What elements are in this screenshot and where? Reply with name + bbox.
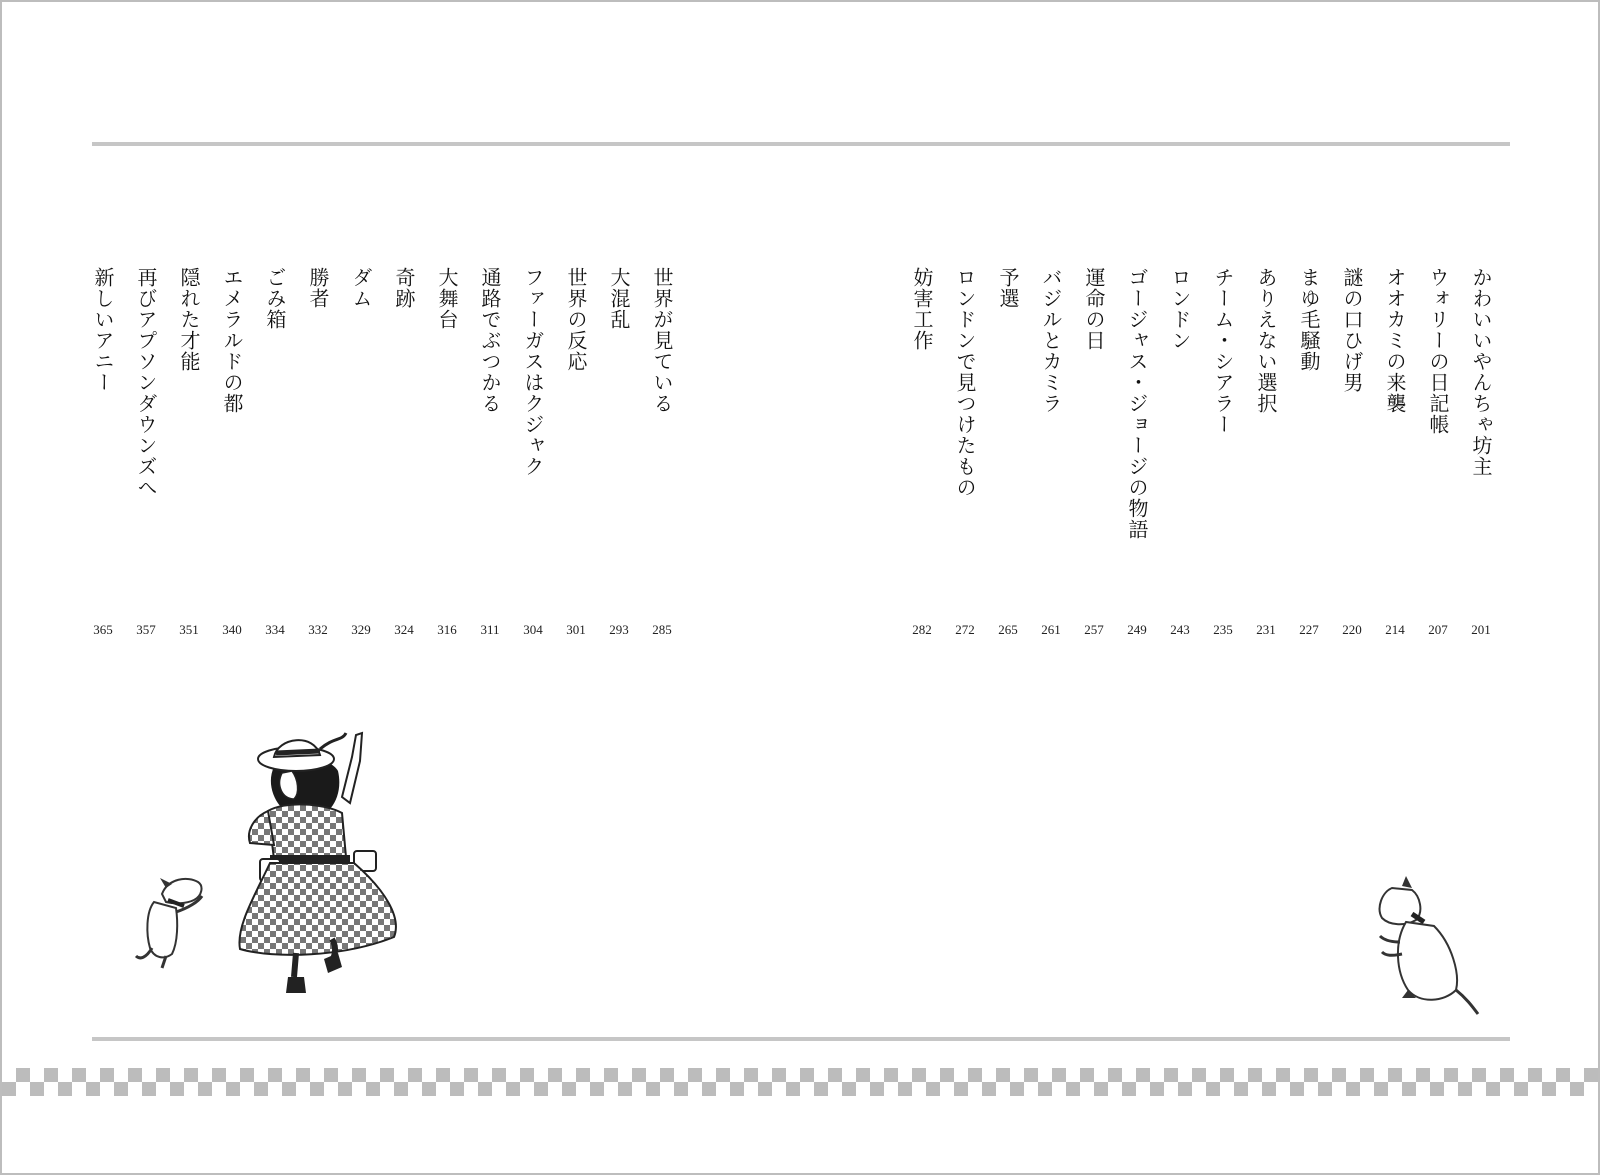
toc-entry[interactable] <box>1292 2 1326 662</box>
toc-entry[interactable] <box>1421 2 1455 662</box>
page-number: 220 <box>1342 622 1362 637</box>
page-number: 227 <box>1299 622 1319 637</box>
chapter-title: 通路でぶつかる <box>478 267 502 414</box>
page-number: 365 <box>93 622 113 637</box>
checkered-border <box>2 1068 1598 1096</box>
toc-entry[interactable] <box>1249 2 1283 662</box>
chapter-title: 大混乱 <box>607 267 631 330</box>
toc-entry[interactable] <box>301 2 335 662</box>
page-number: 340 <box>222 622 242 637</box>
toc-entry[interactable] <box>905 2 939 662</box>
toc-entry[interactable] <box>172 2 206 662</box>
toc-entry[interactable] <box>215 2 249 662</box>
chapter-title: 予選 <box>996 267 1020 309</box>
chapter-title: オオカミの来襲 <box>1383 267 1407 414</box>
page-number: 301 <box>566 622 586 637</box>
toc-entry[interactable] <box>991 2 1025 662</box>
toc-entry[interactable] <box>1163 2 1197 662</box>
page-number: 324 <box>394 622 414 637</box>
toc-entry[interactable] <box>473 2 507 662</box>
small-dog-left-illustration <box>132 872 212 972</box>
page-number: 243 <box>1170 622 1190 637</box>
chapter-title: まゆ毛騒動 <box>1297 267 1321 372</box>
page-number: 357 <box>136 622 156 637</box>
toc-entry[interactable] <box>1120 2 1154 662</box>
chapter-title: 奇跡 <box>392 267 416 309</box>
girl-running-illustration <box>234 727 414 1017</box>
chapter-title: エメラルドの都 <box>220 267 244 414</box>
page-number: 235 <box>1213 622 1233 637</box>
chapter-title: ロンドン <box>1168 267 1192 351</box>
chapter-title: 新しいアニー <box>91 267 115 393</box>
toc-entry[interactable] <box>948 2 982 662</box>
toc-entry[interactable] <box>559 2 593 662</box>
page-number: 311 <box>480 622 500 637</box>
toc-entry[interactable] <box>1034 2 1068 662</box>
toc-entry[interactable] <box>1464 2 1498 662</box>
chapter-title: かわいいやんちゃ坊主 <box>1469 267 1493 477</box>
chapter-title: 謎の口ひげ男 <box>1340 267 1364 393</box>
page-number: 316 <box>437 622 457 637</box>
page-number: 249 <box>1127 622 1147 637</box>
toc-entry[interactable] <box>1077 2 1111 662</box>
toc-entry[interactable] <box>516 2 550 662</box>
chapter-title: ロンドンで見つけたもの <box>953 267 977 498</box>
chapter-title: 世界が見ている <box>650 267 674 414</box>
chapter-title: 世界の反応 <box>564 267 588 372</box>
page-number: 265 <box>998 622 1018 637</box>
chapter-title: ウォリーの日記帳 <box>1426 267 1450 435</box>
toc-entry[interactable] <box>258 2 292 662</box>
toc-entry[interactable] <box>1378 2 1412 662</box>
page-number: 201 <box>1471 622 1491 637</box>
chapter-title: 勝者 <box>306 267 330 309</box>
chapter-title: 隠れた才能 <box>177 267 201 372</box>
chapter-title: バジルとカミラ <box>1039 267 1063 414</box>
toc-entry[interactable] <box>1335 2 1369 662</box>
chapter-title: ゴージャス・ジョージの物語 <box>1125 267 1149 540</box>
chapter-title: 妨害工作 <box>910 267 934 351</box>
page-number: 272 <box>955 622 975 637</box>
chapter-title: ダム <box>349 267 373 309</box>
toc-entry[interactable] <box>86 2 120 662</box>
dog-sitting-right-illustration <box>1372 882 1482 1022</box>
bottom-rule <box>92 1037 1510 1041</box>
toc-entry[interactable] <box>1206 2 1240 662</box>
page-number: 293 <box>609 622 629 637</box>
chapter-title: 運命の日 <box>1082 267 1106 351</box>
page-number: 282 <box>912 622 932 637</box>
toc-entry[interactable] <box>430 2 464 662</box>
toc-entry[interactable] <box>344 2 378 662</box>
page-number: 329 <box>351 622 371 637</box>
chapter-title: 再びアプソンダウンズへ <box>134 267 158 498</box>
page-number: 207 <box>1428 622 1448 637</box>
page-number: 285 <box>652 622 672 637</box>
chapter-title: ごみ箱 <box>263 267 287 330</box>
chapter-title: チーム・シアラー <box>1211 267 1235 435</box>
toc-entry[interactable] <box>387 2 421 662</box>
page-number: 351 <box>179 622 199 637</box>
chapter-title: ファーガスはクジャク <box>521 267 545 477</box>
page-number: 214 <box>1385 622 1405 637</box>
page-number: 257 <box>1084 622 1104 637</box>
page-number: 304 <box>523 622 543 637</box>
toc-entry[interactable] <box>602 2 636 662</box>
toc-entry[interactable] <box>129 2 163 662</box>
page-number: 332 <box>308 622 328 637</box>
chapter-title: ありえない選択 <box>1254 267 1278 414</box>
page-number: 334 <box>265 622 285 637</box>
page-number: 261 <box>1041 622 1061 637</box>
chapter-title: 大舞台 <box>435 267 459 330</box>
page-number: 231 <box>1256 622 1276 637</box>
toc-entry[interactable] <box>645 2 679 662</box>
